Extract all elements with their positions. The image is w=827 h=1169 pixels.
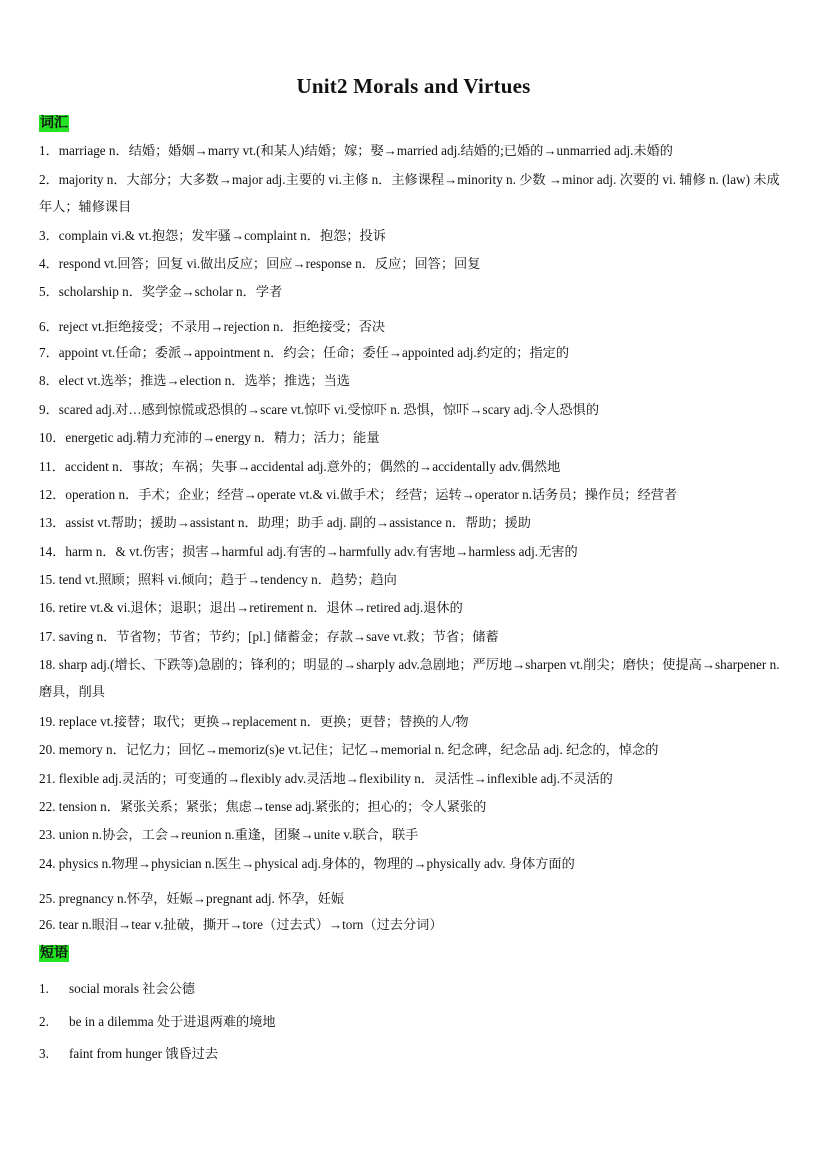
phrase-item-2	[39, 1013, 791, 1031]
vocab-item-7: 7．appoint vt.任命；委派→appointment n．约会；任命；委任→appointed adj.约定的；指定的	[39, 345, 570, 360]
phrase-text: social morals 社会公德	[69, 981, 195, 996]
phrase-number: 2.	[39, 1014, 49, 1029]
vocab-item-16: 16. retire vt.& vi.退休；退职；退出→retirement n．退休→retired adj.退休的	[39, 600, 463, 615]
vocab-section-tag: 词汇	[40, 116, 68, 131]
vocab-item-8: 8．elect vt.选举；推选→election n．选举；推选；当选	[39, 373, 350, 388]
phrase-item-1	[39, 980, 791, 998]
vocab-item-21: 21. flexible adj.灵活的；可变通的→flexibly adv.灵活地→flexibility n．灵活性→inflexible adj.不灵活的	[39, 771, 613, 786]
vocab-item-22: 22. tension n．紧张关系；紧张；焦虑→tense adj.紧张的；担心的；令人紧张的	[39, 799, 487, 814]
vocab-item-3: 3．complain vi.& vt.抱怨；发牢骚→complaint n．抱怨；投诉	[39, 228, 386, 243]
vocab-item-24: 24. physics n.物理→physician n.医生→physical adj.身体的，物理的→physically adv. 身体方面的	[39, 856, 575, 871]
vocab-item-14: 14．harm n．& vt.伤害；损害→harmful adj.有害的→harmfully adv.有害地→harmless adj.无害的	[39, 544, 578, 559]
vocab-item-4: 4．respond vt.回答；回复 vi.做出反应；回应→response n．反应；回答；回复	[39, 256, 481, 271]
page-title: Unit2 Morals and Virtues	[296, 74, 531, 98]
vocab-item-23: 23. union n.协会，工会→reunion n.重逢，团聚→unite v.联合，联手	[39, 827, 419, 842]
phrase-item-3	[39, 1045, 791, 1063]
vocab-item-6: 6．reject vt.拒绝接受；不录用→rejection n．拒绝接受；否决	[39, 319, 386, 334]
vocab-item-5: 5．scholarship n．奖学金→scholar n．学者	[39, 284, 283, 299]
vocab-item-19: 19. replace vt.接替；取代；更换→replacement n．更换；更替；替换的人/物	[39, 714, 469, 729]
vocab-item-26: 26. tear n.眼泪→tear v.扯破，撕开→tore（过去式）→torn（过去分词）	[39, 917, 443, 932]
phrase-number: 1.	[39, 981, 49, 996]
vocab-item-20: 20. memory n．记忆力；回忆→memoriz(s)e vt.记住；记忆→memorial n. 纪念碑，纪念品 adj. 纪念的，悼念的	[39, 742, 659, 757]
vocab-item-9: 9．scared adj.对…感到惊慌或恐惧的→scare vt.惊吓 vi.受惊吓 n. 恐惧，惊吓→scary adj.令人恐惧的	[39, 402, 600, 417]
vocab-item-15: 15. tend vt.照顾；照料 vi.倾向；趋于→tendency n．趋势；趋向	[39, 572, 397, 587]
vocab-item-13: 13．assist vt.帮助；援助→assistant n．助理；助手 adj. 副的→assistance n．帮助；援助	[39, 515, 531, 530]
phrase-number: 3.	[39, 1046, 49, 1061]
vocab-item-25: 25. pregnancy n.怀孕，妊娠→pregnant adj. 怀孕，妊娠	[39, 891, 345, 906]
vocab-item-17: 17. saving n．节省物；节省；节约；[pl.] 储蓄金；存款→save vt.救；节省；储蓄	[39, 629, 499, 644]
vocab-item-11: 11．accident n．事故；车祸；失事→accidental adj.意外的；偶然的→accidentally adv.偶然地	[39, 459, 561, 474]
vocab-item-18: 18. sharp adj.(增长、下跌等)急剧的；锋利的；明显的→sharply adv.急剧地；严厉地→sharpen vt.削尖；磨快；使提高→sharpener n. 磨具，削具	[39, 657, 780, 699]
vocab-item-2: 2．majority n．大部分；大多数→major adj.主要的 vi.主修 n．主修课程→minority n. 少数 →minor adj. 次要的 vi. 辅修 n. (law) 未成年人；辅修课目	[39, 172, 780, 214]
vocab-item-1: 1．marriage n．结婚；婚姻→marry vt.(和某人)结婚；嫁；娶→married adj.结婚的;已婚的→unmarried adj.未婚的	[39, 143, 673, 158]
phrase-text: faint from hunger 饿昏过去	[69, 1046, 219, 1061]
phrase-section-tag: 短语	[40, 946, 68, 961]
vocab-item-10: 10．energetic adj.精力充沛的→energy n．精力；活力；能量	[39, 430, 380, 445]
vocab-item-12: 12．operation n．手术；企业；经营→operate vt.& vi.做手术； 经营；运转→operator n.话务员；操作员；经营者	[39, 487, 678, 502]
phrase-text: be in a dilemma 处于进退两难的境地	[69, 1014, 276, 1029]
